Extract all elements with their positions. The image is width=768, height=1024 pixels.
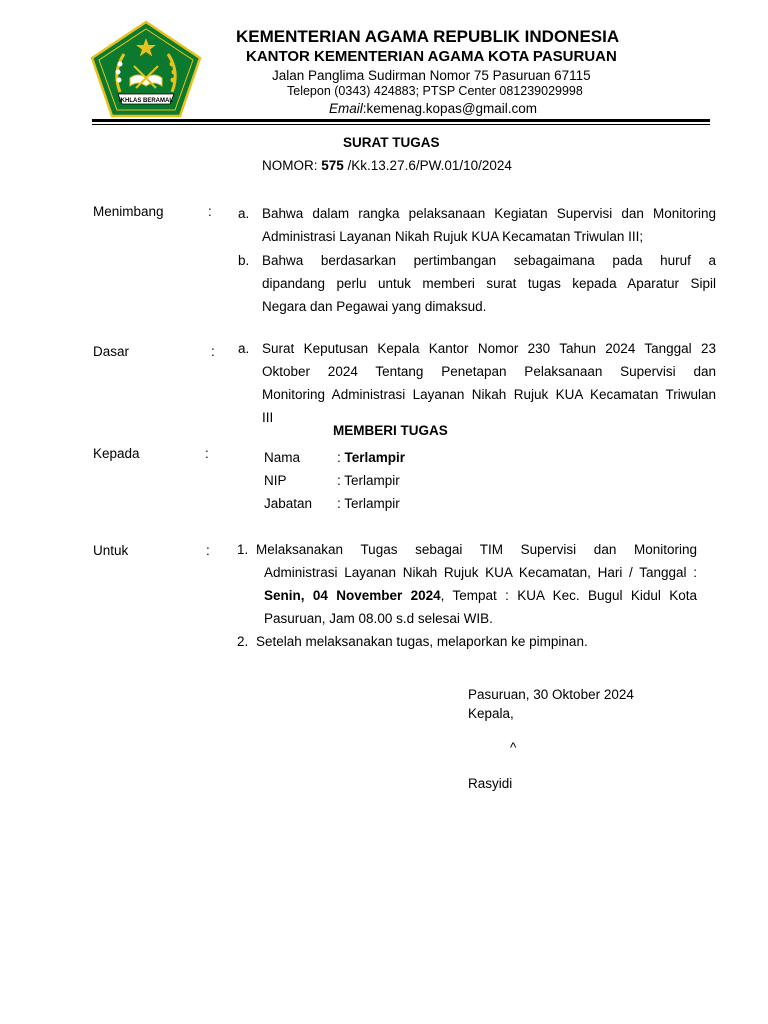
untuk-item2-line1: Setelah melaksanakan tugas, melaporkan ke pimpinan. [256,634,588,649]
nip-value: : Terlampir [337,473,400,488]
letterhead-rule-thick [92,119,710,122]
nip-label: NIP [264,473,287,488]
dasar-a-line2: Oktober 2024 Tentang Penetapan Pelaksanaan Supervisi dan [262,364,716,379]
signature-position: Kepala, [468,706,514,721]
menimbang-b-line1: Bahwa berdasarkan pertimbangan sebagaimana pada huruf a [262,253,716,268]
jabatan-label: Jabatan [264,496,313,511]
untuk-item1-line1: Melaksanakan Tugas sebagai TIM Supervisi dan Monitoring [256,542,697,557]
menimbang-a-marker: a. [238,206,250,221]
menimbang-colon: : [208,204,212,219]
document-number [262,158,512,173]
kepada-label: Kepada [93,446,140,461]
menimbang-a-line1: Bahwa dalam rangka pelaksanaan Kegiatan Supervisi dan Monitoring [262,206,716,221]
untuk-place: , Tempat : KUA Kec. Bugul Kidul Kota [440,588,697,603]
letterhead-rule-thin [92,124,710,125]
office-phone: Telepon (0343) 424883; PTSP Center 081239029998 [287,84,583,98]
nama-value [337,450,405,465]
untuk-label: Untuk [93,543,129,558]
document-title: SURAT TUGAS [343,135,440,150]
email-value: :kemenag.kopas@gmail.com [362,101,538,116]
kemenag-logo [90,20,202,118]
signatory-name: Rasyidi [468,776,513,791]
signature-place-date: Pasuruan, 30 Oktober 2024 [468,687,634,702]
number-rest: /Kk.13.27.6/PW.01/10/2024 [343,158,512,173]
number-prefix: NOMOR: [262,158,322,173]
menimbang-b-line2: dipandang perlu untuk memberi surat tugas kepada Aparatur Sipil [262,276,716,291]
kepada-colon: : [205,446,209,461]
menimbang-b-line3: Negara dan Pegawai yang dimaksud. [262,299,487,314]
untuk-item2-marker: 2. [237,634,249,649]
jabatan-value: : Terlampir [337,496,400,511]
dasar-a-line3: Monitoring Administrasi Layanan Nikah Rujuk KUA Kecamatan Triwulan [262,387,716,402]
ministry-name: KEMENTERIAN AGAMA REPUBLIK INDONESIA [236,27,620,46]
untuk-item1-marker: 1. [237,542,249,557]
menimbang-label: Menimbang [93,204,164,219]
dasar-colon: : [211,344,215,359]
signature-mark: ^ [510,740,517,755]
untuk-item1-line2: Administrasi Layanan Nikah Rujuk KUA Kecamatan, Hari / Tanggal : [264,565,697,580]
untuk-item1-line3 [264,588,697,603]
office-name: KANTOR KEMENTERIAN AGAMA KOTA PASURUAN [246,48,617,65]
untuk-item1-line4: Pasuruan, Jam 08.00 s.d selesai WIB. [264,611,493,626]
memberi-tugas-heading: MEMBERI TUGAS [333,423,448,438]
dasar-a-marker: a. [238,341,250,356]
office-email [329,101,537,116]
email-label: Email [329,101,363,116]
nama-bold: Terlampir [344,450,406,465]
dasar-label: Dasar [93,344,130,359]
office-address: Jalan Panglima Sudirman Nomor 75 Pasuruan 67115 [272,68,591,83]
nama-label: Nama [264,450,301,465]
menimbang-b-marker: b. [238,253,250,268]
nama-colon: : [337,450,345,465]
dasar-a-line4: III [262,410,274,425]
untuk-date-bold: Senin, 04 November 2024 [264,588,441,603]
dasar-a-line1: Surat Keputusan Kepala Kantor Nomor 230 Tahun 2024 Tanggal 23 [262,341,716,356]
menimbang-a-line2: Administrasi Layanan Nikah Rujuk KUA Kecamatan Triwulan III; [262,229,644,244]
logo-motto: IKHLAS BERAMAL [119,98,173,104]
number-bold: 575 [321,158,344,173]
untuk-colon: : [206,543,210,558]
